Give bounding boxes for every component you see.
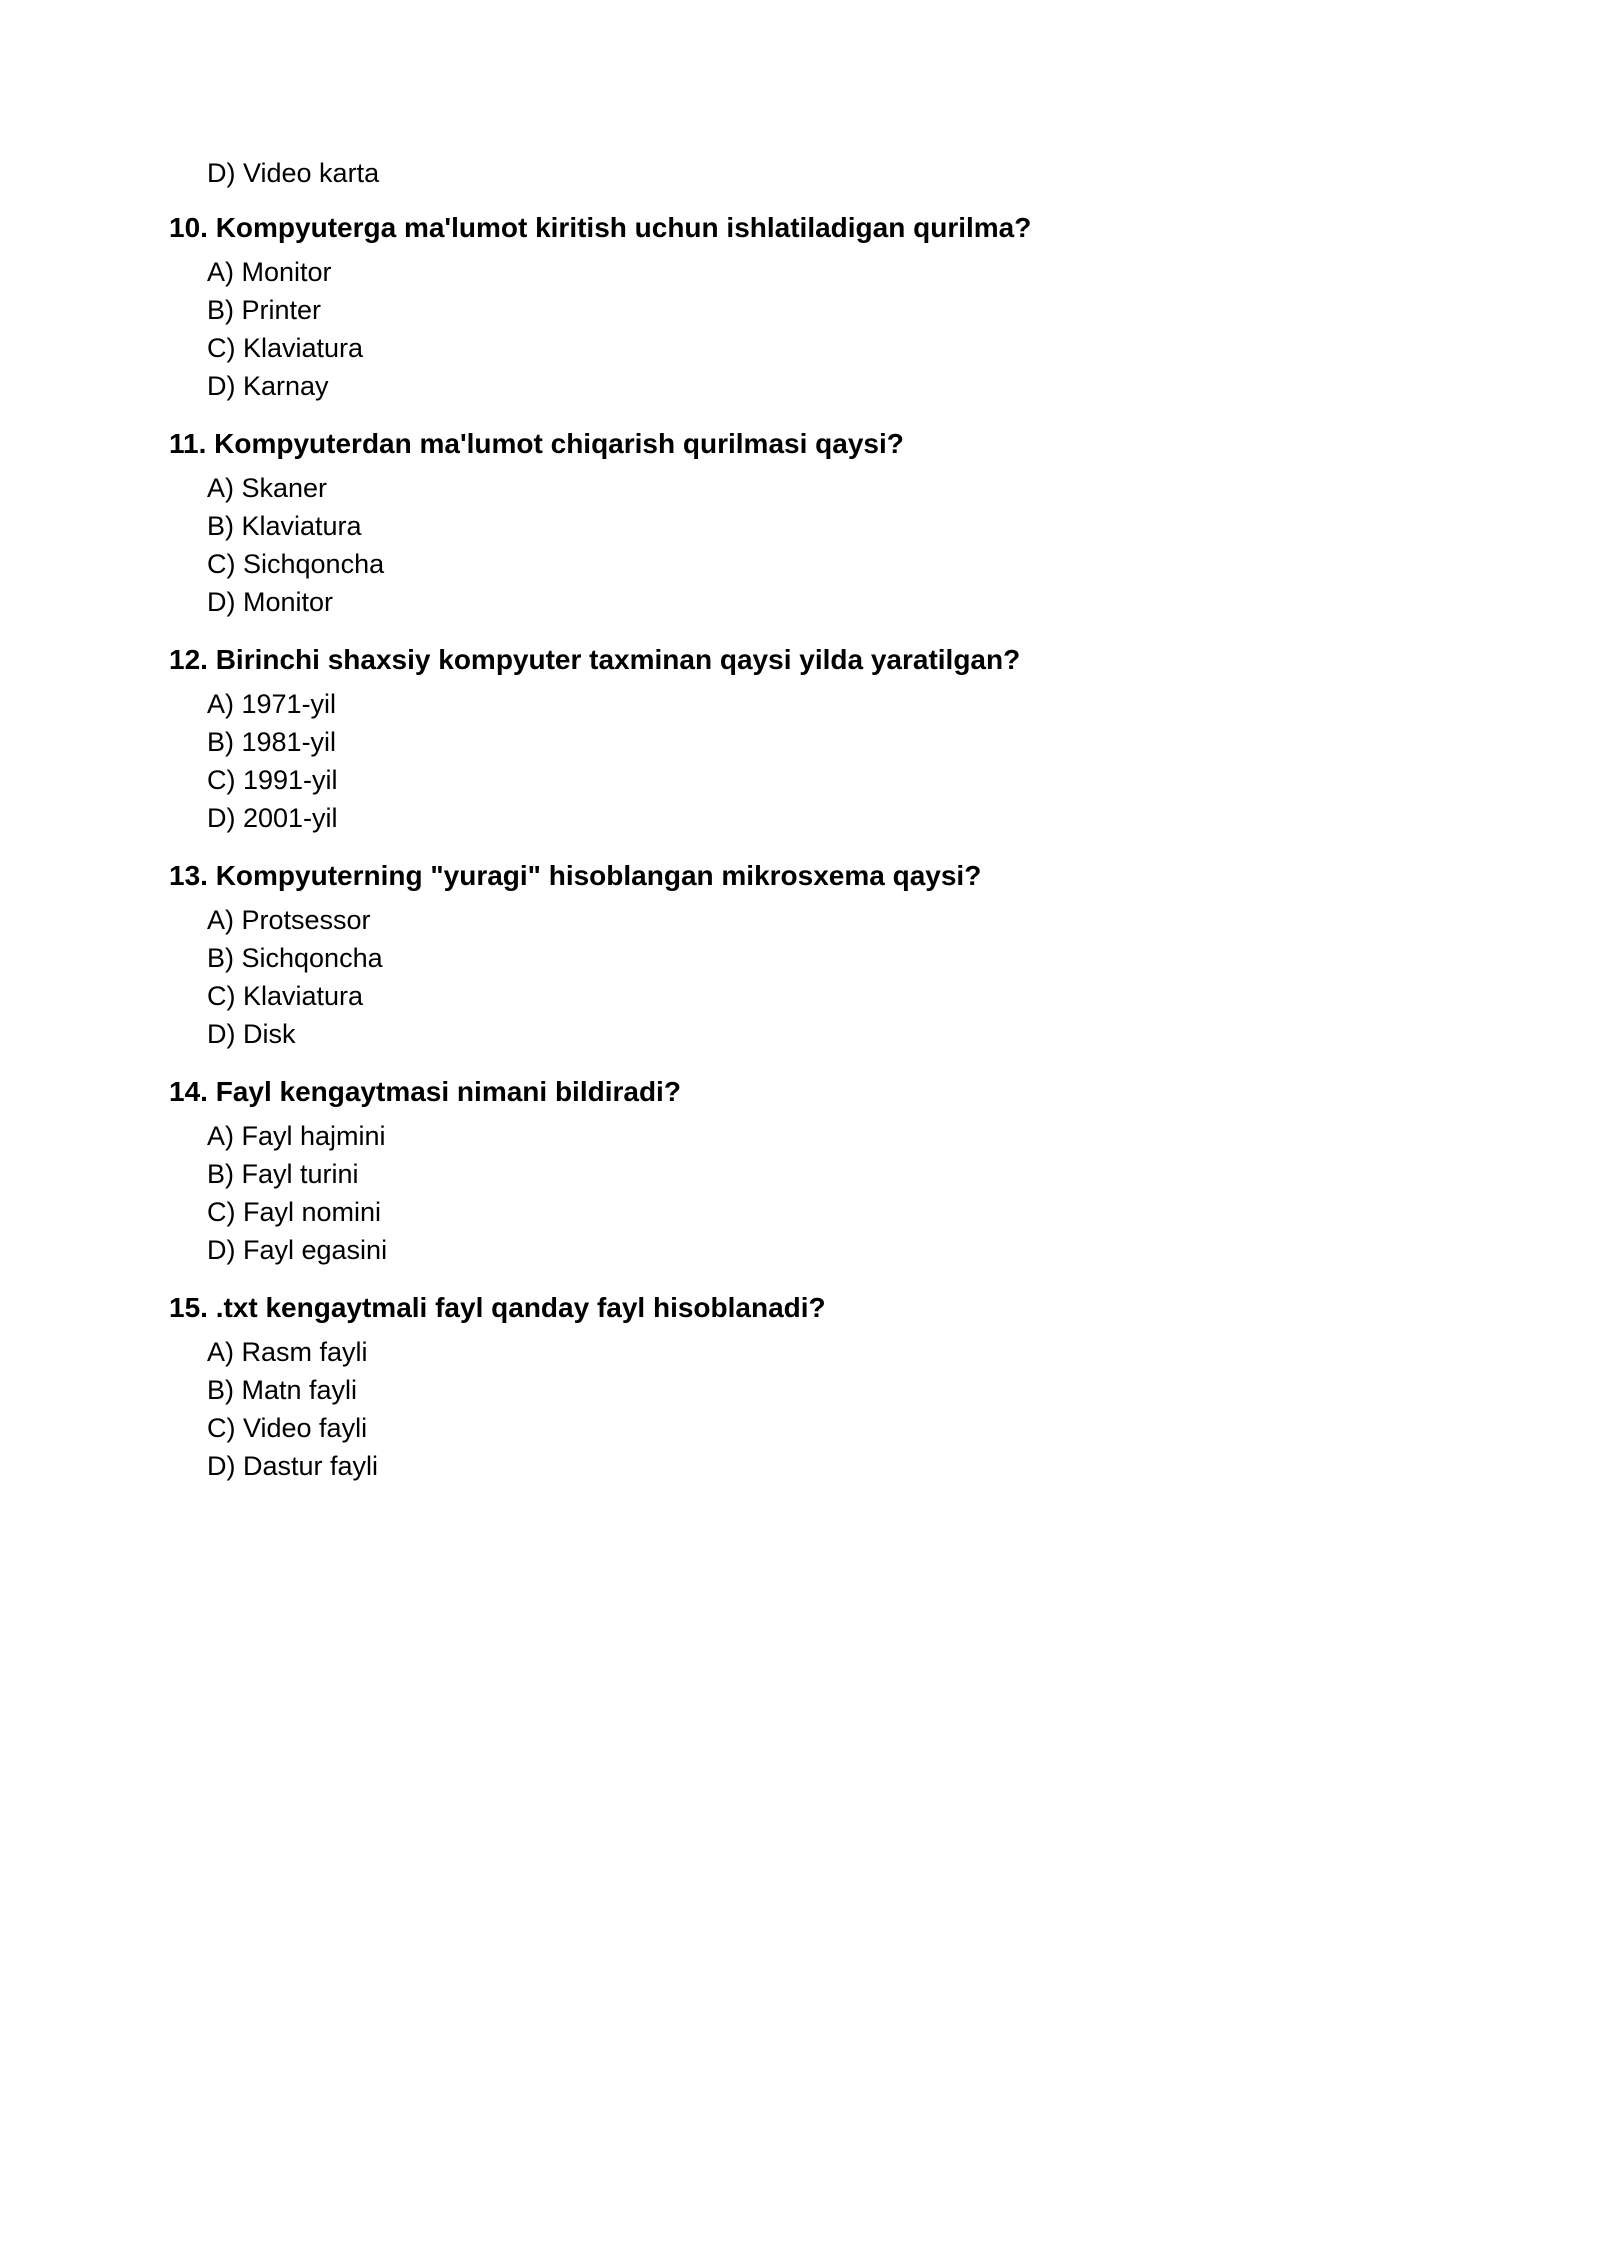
answer-option: C) Klaviatura xyxy=(207,981,364,1011)
option-list xyxy=(207,469,1469,621)
answer-option: B) Sichqoncha xyxy=(207,943,383,973)
question-text: 14. Fayl kengaytmasi nimani bildiradi? xyxy=(169,1076,681,1107)
question-text: 11. Kompyuterdan ma'lumot chiqarish qurilmasi qaysi? xyxy=(169,428,904,459)
answer-option: D) Karnay xyxy=(207,371,329,401)
answer-option: A) Rasm fayli xyxy=(207,1337,368,1367)
answer-option: B) 1981-yil xyxy=(207,727,337,757)
answer-option: B) Fayl turini xyxy=(207,1159,359,1189)
answer-option: C) Klaviatura xyxy=(207,333,364,363)
question-14 xyxy=(169,1073,1469,1289)
answer-option: B) Klaviatura xyxy=(207,511,362,541)
question-15 xyxy=(169,1289,1469,1505)
question-text: 13. Kompyuterning "yuragi" hisoblangan mikrosxema qaysi? xyxy=(169,860,982,891)
question-text: 15. .txt kengaytmali fayl qanday fayl hisoblanadi? xyxy=(169,1292,826,1323)
answer-option: A) Protsessor xyxy=(207,905,371,935)
answer-option: D) Monitor xyxy=(207,587,334,617)
question-text: 10. Kompyuterga ma'lumot kiritish uchun ishlatiladigan qurilma? xyxy=(169,212,1032,243)
answer-option: C) Video fayli xyxy=(207,1413,368,1443)
question-text: 12. Birinchi shaxsiy kompyuter taxminan qaysi yilda yaratilgan? xyxy=(169,644,1021,675)
answer-option: D) 2001-yil xyxy=(207,803,338,833)
answer-option: A) Monitor xyxy=(207,257,332,287)
answer-option: A) Fayl hajmini xyxy=(207,1121,386,1151)
answer-option: A) Skaner xyxy=(207,473,328,503)
option-list xyxy=(207,901,1469,1053)
question-11 xyxy=(169,425,1469,641)
option-list xyxy=(207,1117,1469,1269)
question-10 xyxy=(169,209,1469,425)
question-12 xyxy=(169,641,1469,857)
question-list xyxy=(169,209,1469,1505)
answer-option: C) 1991-yil xyxy=(207,765,338,795)
question-13 xyxy=(169,857,1469,1073)
option-list xyxy=(207,1333,1469,1485)
answer-option: D) Disk xyxy=(207,1019,296,1049)
answer-option: A) 1971-yil xyxy=(207,689,337,719)
option-list xyxy=(207,253,1469,405)
answer-option: D) Dastur fayli xyxy=(207,1451,379,1481)
answer-option: D) Video karta xyxy=(207,158,380,188)
answer-option: B) Matn fayli xyxy=(207,1375,358,1405)
answer-option: C) Sichqoncha xyxy=(207,549,385,579)
answer-option: B) Printer xyxy=(207,295,322,325)
option-list xyxy=(207,685,1469,837)
answer-option: C) Fayl nomini xyxy=(207,1197,382,1227)
answer-option: D) Fayl egasini xyxy=(207,1235,388,1265)
